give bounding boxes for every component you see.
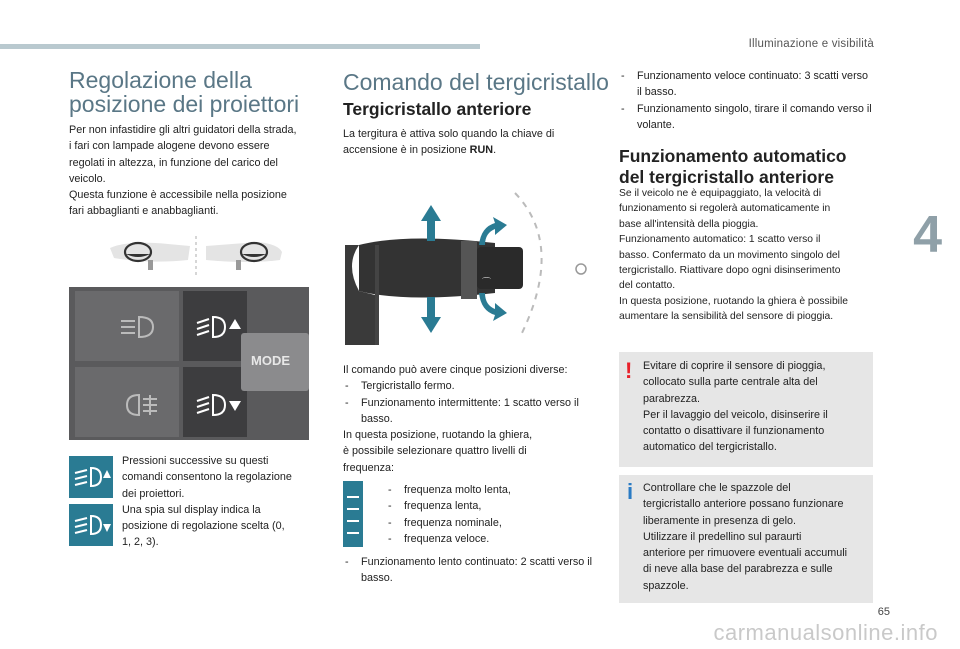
headlamp-title-line1: Regolazione della [69,67,252,93]
right-list [619,68,874,133]
front-wiper-subtitle: Tergicristallo anteriore [343,99,532,119]
vehicle-load-illustration [108,234,284,278]
headlamp-title-line2: posizione dei proiettori [69,91,300,117]
fog-lamp-icon [117,313,157,341]
frequency-levels-icon [343,481,363,547]
frequency-item: - frequenza nominale, [386,515,586,531]
svg-text:⌒: ⌒ [482,278,492,288]
frequency-item: - frequenza molto lenta, [386,482,586,498]
warning-icon: ! [625,358,633,383]
section-title: Illuminazione e visibilità [748,38,874,50]
headlamp-down-icon [195,391,245,419]
position-item: - Tergicristallo fermo. [343,378,608,394]
page-number: 65 [877,606,890,618]
rear-fog-icon [125,391,161,419]
warning-box [619,352,873,467]
photo-mode-button [241,333,309,391]
headlamp-control-photo [69,287,309,440]
chapter-number: 4 [913,206,942,264]
header-bar [0,44,480,49]
headlamp-title [69,68,329,116]
right-list-item: - Funzionamento singolo, tirare il comando verso il volante. [619,101,874,134]
headlamp-intro: Per non infastidire gli altri guidatori della strada, i fari con lampade alogene devono essere regolati in altezza, in funzione del carico del veicolo. Questa funzione è accessibile nella posizione fari abbaglianti e anabbaglianti. [69,124,297,218]
warning-text: Evitare di coprire il sensore di pioggia, collocato sulla parte centrale alta del parabrezza. Per il lavaggio del veicolo, disinserire il contatto o disattivare il funzionamento automatico del tergicristallo. [643,360,828,454]
headlamp-down-tile [69,504,113,546]
headlamp-lower-icon [69,504,113,546]
auto-wiper-text: Se il veicolo ne è equipaggiato, la velocità di funzionamento si regolerà automaticamente in base all'intensità della pioggia. Funzionamento automatico: 1 scatto verso il basso. Confermato da un movimento singolo del tergicristallo. Riattivare dopo ogni disinserimento del contatto. In questa posizione, ruotando la ghiera è possibile aumentare la sensibilità del sensore di pioggia. [619,188,848,323]
right-list-item: - Funzionamento veloce continuato: 3 scatti verso il basso. [619,68,874,101]
info-icon: i [627,479,634,504]
frequency-item: - frequenza veloce. [386,531,586,547]
position-item: - Funzionamento intermittente: 1 scatto verso il basso. [343,395,608,428]
auto-wiper-title: Funzionamento automatico del tergicristallo anteriore [619,146,847,187]
headlamp-up-icon [195,313,245,341]
headlamp-up-tile [69,456,113,498]
slow-mode-text: - Funzionamento lento continuato: 2 scatti verso il basso. [343,554,593,587]
wiper-title: Comando del tergicristallo [343,69,609,95]
info-box [619,475,873,603]
headlamp-raise-icon [69,456,113,498]
frequency-item: - frequenza lenta, [386,498,586,514]
wiper-stalk-illustration [345,185,593,345]
frequency-list [386,482,586,547]
mode-label: MODE [251,353,290,368]
headlamp-press-text: Pressioni successive su questi comandi consentono la regolazione dei proiettori. Una spia sul display indica la posizione di regolazione scelta (0, 1, 2, 3). [122,455,292,549]
info-text: Controllare che le spazzole del tergicristallo anteriore possano funzionare liberamente in presenza di gelo. Utilizzare il predellino sul paraurti anteriore per rimuovere eventuali accumuli di neve alla base del parabrezza e sulle spazzole. [643,482,848,592]
watermark: carmanualsonline.info [713,620,938,645]
positions-block: Il comando può avere cinque posizioni diverse: - Tergicristallo fermo. - Funzionamento intermittente: 1 scatto verso il basso. In questa posizione, ruotando la ghiera, è possibile selezionare quattro livelli di frequenza: [343,362,608,476]
wiper-intro: La tergitura è attiva solo quando la chiave di accensione è in posizione RUN. [343,128,555,157]
frequency-tile [343,481,363,547]
